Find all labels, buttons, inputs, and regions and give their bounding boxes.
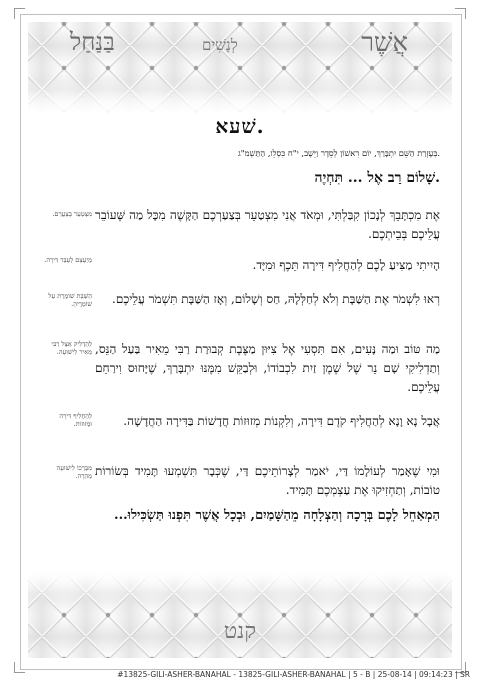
margin-note-2: מַיְעָצָם לְעַבֵּר דִּירָה.: [44, 256, 92, 264]
paragraph-6: וּמִי שֶׁאָמַר לְעוֹלָמוֹ דַּי, יֹאמַר לְצָרוֹתֵיכֶם דַּי, שֶׁכְּבָר תִּשְׁמְעוּ תָּמִיד בְּשׂוֹרוֹת טוֹבוֹת, וְתַחְזִיקוּ אֶת עַצְמְכֶם תָּמִיד.: [95, 464, 440, 497]
paragraph-2: הָיִיתִי מַצִּיעַ לָכֶם לְהַחֲלִיף דִּירָה תֵּכֶף וּמִיָּד.: [252, 258, 440, 272]
brand-word-banahal: בַּנַּחַל: [70, 28, 115, 56]
letter-dateline: בְּעֶזְרַת הַשֵּׁם יִתְבָּרַךְ, יוֹם רִאשׁוֹן לְסֵדֶר וַיֵּשֶׁב, י"ח כִּסְלֵו, הַתַּשְׁמ"ג.: [238, 148, 440, 158]
letter-closing: הַמְאַחֵל לָכֶם בְּרָכָה וְהַצְלָחָה מֵהַשָּׁמַיִם, וּבְכָל אֲשֶׁר תִּפְנוּ תַּשְׂכִּילוּ...: [114, 508, 440, 523]
letter-greeting: שָׁלוֹם רַב אֶל ... תִּחְיֶה.: [314, 170, 440, 186]
margin-note-6: מִבְּרָכוֹ לִישׁוּעָה מְהֵרָה.: [56, 464, 92, 480]
page-number: קנט: [223, 619, 257, 644]
margin-note-4: לְהַדְלִיק אֵצֶל רַבִּי מֵאִיר לִישׁוּעָה.: [51, 340, 92, 356]
letter-title: שׁעא.: [215, 114, 265, 138]
brand-word-lanashim: לְנָשִׁים: [202, 36, 238, 54]
margin-note-1: מִצְטַעֵר בְּצַעֲרָם.: [52, 210, 92, 218]
brand-word-asher: אֲשֶׁר: [361, 28, 408, 58]
paragraph-5: אֲבָל נָא וָנָא לְהַחֲלִיף קֹדֶם דִּירָה, וְלִקְנוֹת מְזוּזוֹת חֲדָשׁוֹת בַּדִּירָה הַחֲדָשָׁה.: [123, 414, 440, 428]
paragraph-4: מַה טּוֹב וּמַה נָּעִים, אִם תִּסְעִי אֶל צִיּוּן מַצֶּבֶת קְבוּרַת רַבִּי מֵאִיר בַּעַל הַנֵּס, וְתַדְלִיקִי שָׁם נֵר שֶׁל שֶׁמֶן זַיִת לִכְבוֹדוֹ, וּלְבַקֵּשׁ מִמֶּנּוּ יִתְבָּרַךְ, שֶׁיָּחוּס וִירַחֵם עֲלֵיכֶם.: [95, 342, 440, 394]
letter-content: [40, 114, 440, 554]
paragraph-1: אֶת מִכְתָּבֵךְ לְנָכוֹן קִבַּלְתִּי, וּמְאֹד אֲנִי מִצְטַעֵר בְּצַעַרְכֶם הַקָּשֶׁה מִכָּל מַה שֶּׁעוֹבֵר עֲלֵיכֶם בְּבֵיתְכֶם.: [95, 208, 440, 241]
margin-note-5: לְהַחֲלִיף דִּירָה וּמְזוּזוֹת.: [59, 412, 92, 428]
print-slug: #13825-GILI-ASHER-BANAHAL - 13825-GILI-ASHER-BANAHAL | 5 - B | 25-08-14 | 09:14:23 | SR: [117, 670, 470, 679]
paragraph-3: רְאוּ לִשְׁמֹר אֶת הַשַּׁבָּת וְלֹא לְחַלְּלָהּ, חַס וְשָׁלוֹם, וְאָז הַשַּׁבָּת תִּשְׁמֹר עֲלֵיכֶם.: [112, 292, 440, 306]
margin-note-3: הַשַּׁבָּת שׁוֹמֶרֶת עַל שׁוֹמְרֶיהָ.: [48, 292, 92, 308]
footer-ornament: [28, 572, 452, 658]
